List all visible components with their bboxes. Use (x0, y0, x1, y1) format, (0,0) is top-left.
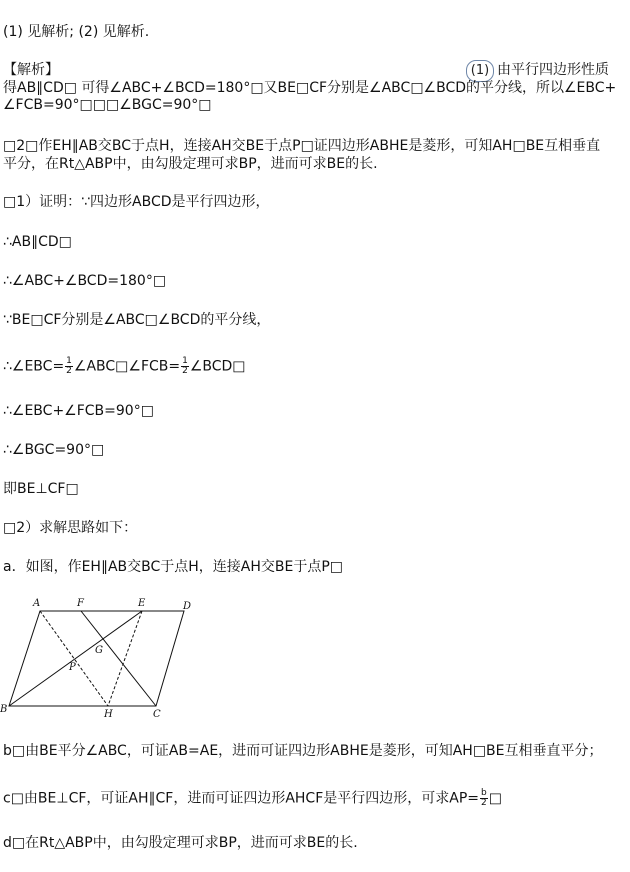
proof-line-8: 即BE⊥CF□ (3, 481, 79, 497)
step-c-part-1: c□由BE⊥CF，可证AH∥CF，进而可证四边形AHCF是平行四边形，可求AP= (3, 790, 480, 807)
step-c (3, 789, 502, 808)
fraction-denominator-2: 2 (182, 366, 188, 376)
proof-line-4: ∵BE□CF分别是∠ABC□∠BCD的平分线， (3, 312, 271, 328)
analysis-label: 【解析】 (3, 62, 59, 78)
step-c-part-2: □ (488, 790, 502, 807)
analysis-line-3: ∠FCB=90°□□□∠BGC=90°□ (3, 97, 212, 113)
proof-line-6: ∴∠EBC+∠FCB=90°□ (3, 403, 154, 419)
label-e: E (138, 598, 146, 609)
fraction-numerator-2: 1 (182, 356, 188, 366)
segment-ah-dashed (40, 611, 108, 706)
answer-line: (1) 见解析; (2) 见解析. (3, 24, 150, 40)
part2-hint-line-1: □2□作EH∥AB交BC于点H，连接AH交BE于点P□证四边形ABHE是菱形，可知AH□BE互相垂直 (3, 138, 601, 154)
proof-line-5-part-2: ∠ABC□∠FCB= (73, 358, 181, 375)
parallelogram-figure (0, 594, 210, 720)
analysis-line-1: 由平行四边形性质 (497, 62, 609, 78)
step-c-numerator: b (481, 788, 487, 798)
label-d: D (183, 601, 192, 612)
proof-line-2: ∴AB∥CD□ (3, 234, 72, 250)
segment-eh-dashed (108, 611, 142, 706)
analysis-badge: (1) (466, 60, 494, 82)
segment-cf (81, 611, 156, 706)
parallelogram-abcd (9, 611, 184, 706)
part2-title: □2）求解思路如下： (3, 520, 138, 536)
label-c: C (153, 709, 161, 720)
proof-line-5 (3, 357, 246, 376)
proof-line-7: ∴∠BGC=90°□ (3, 442, 105, 458)
step-c-denominator: 2 (481, 798, 487, 808)
proof-line-3: ∴∠ABC+∠BCD=180°□ (3, 273, 167, 289)
step-d: d□在Rt△ABP中，由勾股定理可求BP，进而可求BE的长. (3, 835, 358, 851)
step-b: b□由BE平分∠ABC，可证AB=AE，进而可证四边形ABHE是菱形，可知AH□BE互相垂直平分； (3, 743, 603, 759)
label-h: H (104, 709, 113, 720)
label-f: F (77, 598, 84, 609)
fraction-one-half (65, 357, 73, 376)
fraction-one-half-2 (181, 357, 189, 376)
label-a: A (33, 598, 41, 609)
proof-line-1: □1）证明：∵四边形ABCD是平行四边形， (3, 194, 270, 210)
label-p: P (69, 662, 76, 673)
label-g: G (95, 645, 103, 656)
analysis-line-2: 得AB∥CD□ 可得∠ABC+∠BCD=180°□又BE□CF分别是∠ABC□∠BCD的平分线，所以∠EBC+ (3, 80, 617, 96)
label-b: B (0, 704, 8, 715)
fraction-b-over-2 (480, 789, 488, 808)
step-a: a．如图，作EH∥AB交BC于点H，连接AH交BE于点P□ (3, 559, 344, 575)
part2-hint-line-2: 平分，在Rt△ABP中，由勾股定理可求BP，进而可求BE的长. (3, 156, 378, 172)
proof-line-5-part-1: ∴∠EBC= (3, 358, 65, 375)
fraction-numerator: 1 (66, 356, 72, 366)
proof-line-5-part-3: ∠BCD□ (189, 358, 246, 375)
segment-be (9, 611, 142, 706)
fraction-denominator: 2 (66, 366, 72, 376)
